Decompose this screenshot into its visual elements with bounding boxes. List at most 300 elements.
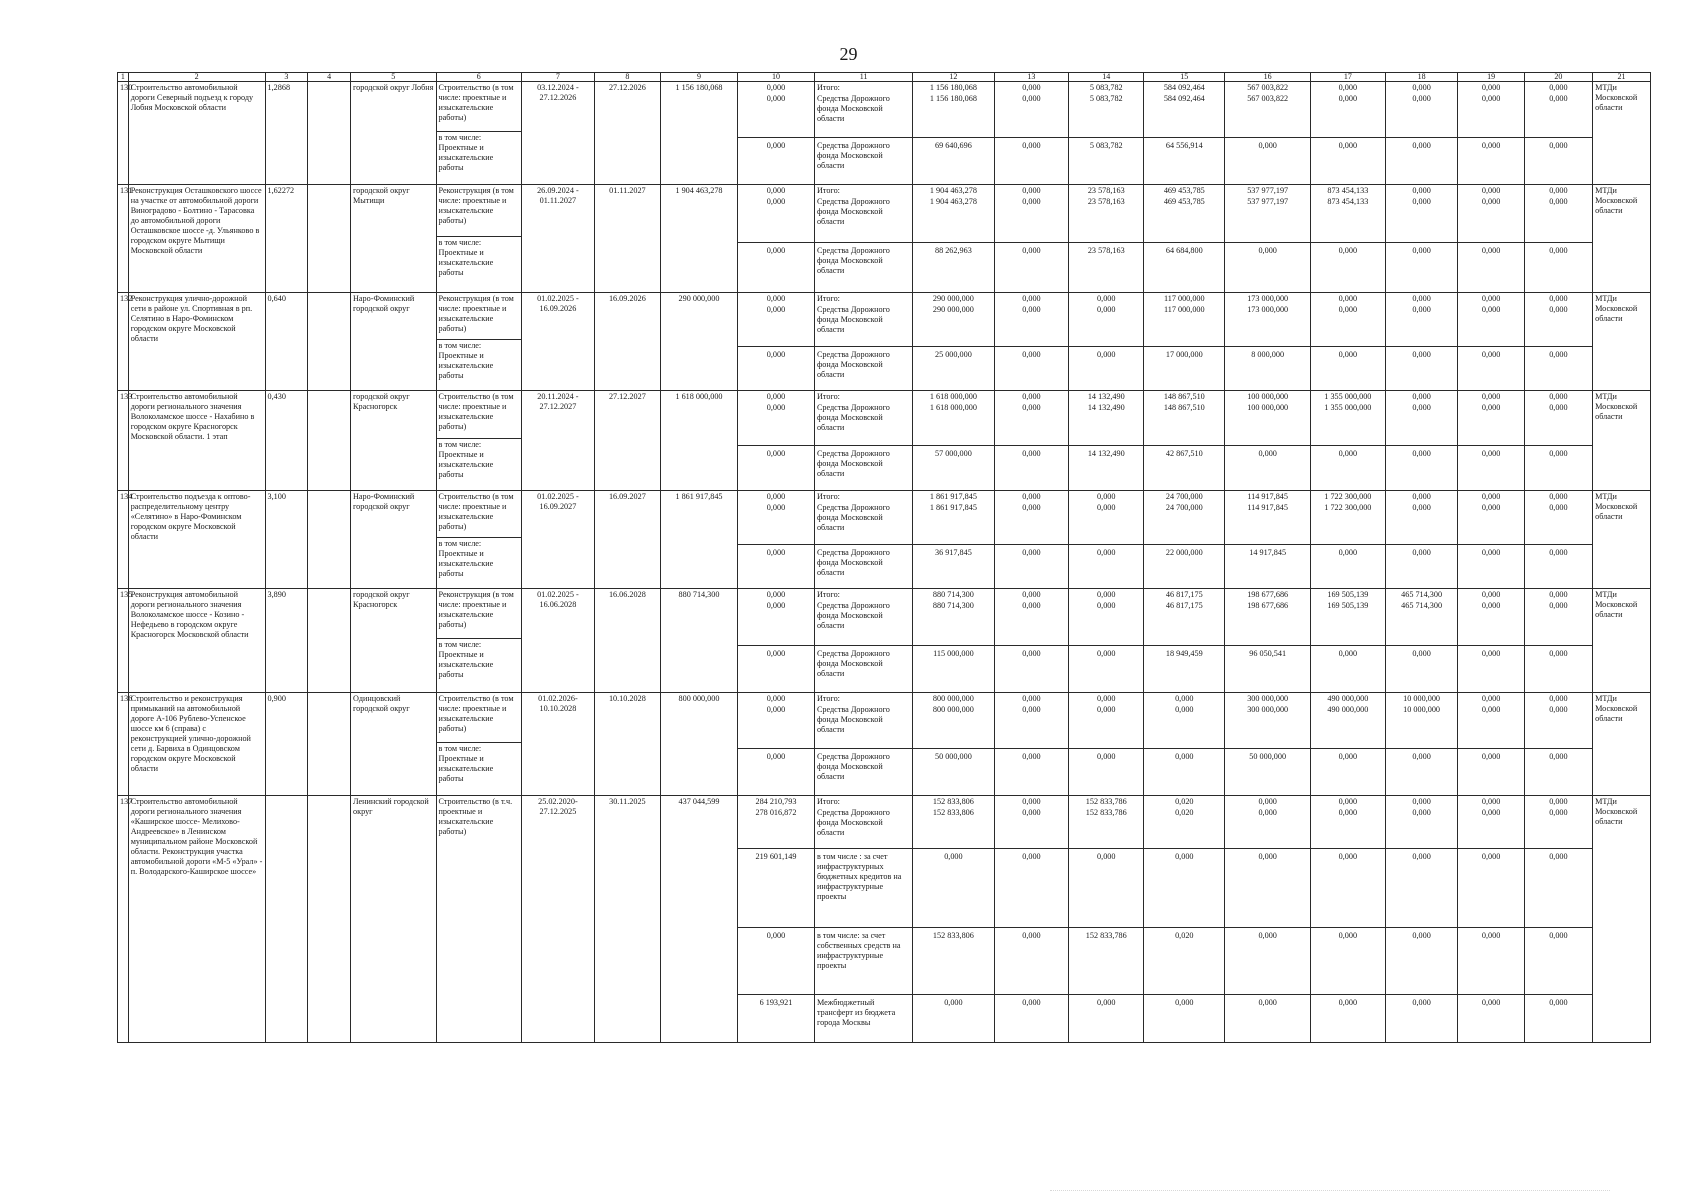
funding-value: 0,000 [1549,186,1568,195]
column-number: 15 [1144,73,1225,82]
funding-value: 1 904 463,278 [929,197,977,206]
funding-value: 0,000 [1481,797,1501,806]
funding-source: Итого: [816,590,840,599]
funding-prior: 278 016,872 [755,808,797,817]
project-length: 1,62272 [265,185,308,293]
funding-value-cell [1310,391,1385,491]
funding-value-cell [1524,391,1592,491]
funding-value: 465 714,300 [1401,601,1443,610]
responsible-owner: МТДи Московской области [1593,589,1651,693]
funding-value-cell [1225,391,1311,491]
funding-source-cell [814,491,912,589]
work-type-detail: в том числе: Проектные и изыскательские работы [437,638,522,681]
work-period: 01.02.2025 - 16.06.2028 [522,589,595,693]
funding-value: 0,000 [1525,445,1592,462]
funding-value: 0,000 [1525,544,1592,561]
funding-value: 0,000 [1311,848,1385,927]
work-type-detail: в том числе: Проектные и изыскательские работы [437,742,522,785]
funding-prior: 0,000 [738,137,814,154]
funding-source: Средства Дорожного фонда Московской области [815,748,912,785]
funding-source: Средства Дорожного фонда Московской области [816,197,890,226]
funding-value: 17 000,000 [1144,346,1224,363]
funding-value: 0,000 [1481,808,1501,817]
funding-value: 0,000 [1386,544,1458,561]
funding-value: 0,000 [1069,645,1143,662]
funding-value: 0,000 [1458,544,1523,561]
funding-value: 114 917,845 [1247,492,1288,501]
funding-value-cell [1458,491,1524,589]
funding-source-cell [814,391,912,491]
completion-date: 01.11.2027 [594,185,660,293]
column-number: 18 [1385,73,1458,82]
funding-value-cell [994,796,1069,1043]
funding-value: 880 714,300 [932,601,974,610]
row-number: 134 [118,491,129,589]
funding-value: 23 578,163 [1069,242,1143,259]
funding-prior: 0,000 [766,601,786,610]
funding-source: Средства Дорожного фонда Московской области [815,137,912,174]
funding-source-cell [814,82,912,185]
row-number: 131 [118,185,129,293]
funding-value-cell [1069,391,1144,491]
total-cost: 1 861 917,845 [661,491,738,589]
funding-value: 23 578,163 [1087,186,1125,195]
funding-value: 198 677,686 [1247,590,1289,599]
funding-value: 0,000 [995,748,1069,765]
funding-value: 0,000 [1412,94,1431,103]
funding-value-cell [1310,82,1385,185]
row-number: 135 [118,589,129,693]
funding-value-cell [1385,693,1458,796]
responsible-owner: МТДи Московской области [1593,796,1651,1043]
funding-value: 0,000 [1525,346,1592,363]
funding-value: 0,000 [1458,137,1523,154]
funding-value: 96 050,541 [1225,645,1310,662]
funding-prior: 0,000 [738,445,814,462]
funding-value: 0,000 [1412,797,1431,806]
funding-value: 0,000 [1386,748,1458,765]
project-name: Строительство подъезда к оптово-распределительному центру «Селятино» в Наро-Фоминском городском округе Московской области [128,491,265,589]
funding-value: 0,000 [1069,748,1143,765]
funding-value: 0,000 [1386,346,1458,363]
funding-value-cell [913,693,994,796]
funding-value: 469 453,785 [1163,186,1205,195]
row-number: 130 [118,82,129,185]
funding-value: 14 917,845 [1225,544,1310,561]
funding-value: 0,000 [1549,305,1568,314]
column-number: 14 [1069,73,1144,82]
funding-value-cell [1144,491,1225,589]
funding-source: Средства Дорожного фонда Московской области [815,645,912,682]
funding-value: 0,000 [1311,927,1385,994]
funding-value-cell [1458,293,1524,391]
column-number: 5 [351,73,437,82]
funding-prior: 0,000 [738,346,814,363]
funding-value: 0,000 [1386,994,1458,1041]
funding-value-cell [1144,391,1225,491]
funding-value: 0,000 [1097,590,1116,599]
column-number-row [118,73,1651,82]
funding-value: 1 722 300,000 [1324,503,1372,512]
funding-value: 25 000,000 [913,346,993,363]
funding-prior-cell [737,185,814,293]
funding-value: 0,000 [1549,694,1568,703]
funding-value: 0,000 [1549,492,1568,501]
funding-value: 64 556,914 [1144,137,1224,154]
funding-value: 567 003,822 [1247,83,1289,92]
empty-cell [308,693,351,796]
funding-value-cell [1310,185,1385,293]
completion-date: 16.09.2027 [594,491,660,589]
empty-cell [308,391,351,491]
funding-value: 0,000 [1481,694,1501,703]
funding-source: Средства Дорожного фонда Московской области [815,242,912,279]
funding-value-cell [913,589,994,693]
empty-cell [308,589,351,693]
funding-value: 0,000 [1225,137,1310,154]
funding-value: 0,000 [1458,848,1523,927]
funding-value: 800 000,000 [932,705,974,714]
funding-value-cell [1144,589,1225,693]
funding-value: 0,000 [1549,403,1568,412]
project-length [265,796,308,1043]
funding-value: 114 917,845 [1247,503,1288,512]
funding-value: 0,000 [1386,242,1458,259]
funding-value: 1 861 917,845 [929,503,977,512]
funding-value: 50 000,000 [1225,748,1310,765]
funding-value: 1 618 000,000 [929,392,977,401]
funding-value: 46 817,175 [1165,601,1203,610]
funding-value: 0,000 [1069,346,1143,363]
funding-value: 0,000 [1144,848,1224,927]
completion-date: 27.12.2027 [594,391,660,491]
funding-value: 0,000 [1412,392,1431,401]
funding-value: 0,000 [1022,797,1041,806]
municipality: городской округ Мытищи [351,185,437,293]
work-period: 01.02.2025 - 16.09.2027 [522,491,595,589]
project-name: Реконструкция автомобильной дороги регионального значения Волоколамское шоссе - Козино - Нефедьево в городском округе Красногорск Московской области [128,589,265,693]
funding-value: 0,000 [1097,492,1116,501]
funding-value: 0,000 [1258,797,1277,806]
funding-value-cell [1310,796,1385,1043]
work-type-cell [436,589,522,693]
column-number: 17 [1310,73,1385,82]
work-period: 26.09.2024 - 01.11.2027 [522,185,595,293]
funding-value: 5 083,782 [1089,94,1123,103]
column-number: 7 [522,73,595,82]
funding-value: 0,000 [1022,294,1041,303]
column-number: 20 [1524,73,1592,82]
funding-source: Средства Дорожного фонда Московской области [816,705,890,734]
funding-value: 0,000 [1458,748,1523,765]
funding-value: 0,000 [1311,242,1385,259]
project-row [118,796,1651,1043]
funding-value: 0,000 [1022,694,1041,703]
funding-value: 0,000 [1525,994,1592,1041]
funding-value: 173 000,000 [1247,294,1289,303]
funding-source: Средства Дорожного фонда Московской области [816,503,890,532]
funding-value: 117 000,000 [1163,305,1205,314]
funding-value: 0,000 [1458,645,1523,662]
funding-prior: 0,000 [738,242,814,259]
funding-value: 0,000 [1022,392,1041,401]
funding-value: 0,000 [1022,601,1041,610]
row-number: 132 [118,293,129,391]
funding-value-cell [1385,391,1458,491]
work-period: 25.02.2020- 27.12.2025 [522,796,595,1043]
funding-value-cell [1069,693,1144,796]
funding-source: Средства Дорожного фонда Московской области [815,346,912,383]
funding-value: 23 578,163 [1087,197,1125,206]
funding-value: 152 833,786 [1069,927,1143,994]
municipality: Наро-Фоминский городской округ [351,293,437,391]
funding-value: 0,000 [1022,197,1041,206]
project-length: 3,100 [265,491,308,589]
funding-prior: 0,000 [766,94,786,103]
funding-value-cell [1144,293,1225,391]
responsible-owner: МТДи Московской области [1593,391,1651,491]
funding-value: 57 000,000 [913,445,993,462]
funding-value-cell [913,185,994,293]
funding-value: 537 977,197 [1247,197,1289,206]
funding-prior: 0,000 [766,492,786,501]
funding-value: 0,000 [995,994,1069,1041]
funding-prior-cell [737,82,814,185]
funding-value-cell [913,491,994,589]
column-number: 4 [308,73,351,82]
funding-value: 0,000 [1549,601,1568,610]
funding-value: 0,000 [995,346,1069,363]
funding-value: 10 000,000 [1403,694,1441,703]
funding-value: 0,000 [1311,994,1385,1041]
funding-value: 148 867,510 [1163,403,1205,412]
funding-value: 0,000 [995,544,1069,561]
funding-prior: 0,000 [738,645,814,662]
work-type: Строительство (в том числе: проектные и изыскательские работы) [438,492,514,531]
funding-value-cell [1385,185,1458,293]
funding-value-cell [1225,589,1311,693]
funding-value: 1 618 000,000 [929,403,977,412]
column-number: 12 [913,73,994,82]
funding-value: 0,000 [1412,294,1431,303]
funding-value: 0,000 [1481,294,1501,303]
funding-value: 873 454,133 [1327,186,1369,195]
funding-prior: 0,000 [738,544,814,561]
funding-value: 0,000 [913,848,993,927]
funding-value: 0,000 [1481,94,1501,103]
funding-prior: 219 601,149 [738,848,814,927]
funding-value-cell [1225,185,1311,293]
funding-value-cell [994,693,1069,796]
work-type-cell [436,796,522,1043]
funding-value: 24 700,000 [1165,503,1203,512]
funding-value-cell [994,391,1069,491]
funding-value-cell [1225,693,1311,796]
work-period: 03.12.2024 - 27.12.2026 [522,82,595,185]
funding-value-cell [1069,293,1144,391]
funding-value: 152 833,806 [932,797,974,806]
funding-source: Итого: [816,492,840,501]
column-number: 19 [1458,73,1524,82]
funding-prior: 284 210,793 [755,797,797,806]
column-number: 8 [594,73,660,82]
funding-value-cell [1458,391,1524,491]
project-length: 3,890 [265,589,308,693]
column-number: 21 [1593,73,1651,82]
funding-value-cell [913,293,994,391]
funding-value: 880 714,300 [932,590,974,599]
column-number: 1 [118,73,129,82]
funding-value: 0,000 [1225,242,1310,259]
funding-value: 0,000 [1097,694,1116,703]
responsible-owner: МТДи Московской области [1593,293,1651,391]
funding-prior: 0,000 [738,748,814,765]
funding-value: 0,000 [1549,83,1568,92]
funding-value: 0,000 [1481,403,1501,412]
column-number: 16 [1225,73,1311,82]
funding-value: 873 454,133 [1327,197,1369,206]
funding-value-cell [1310,491,1385,589]
funding-value-cell [1144,185,1225,293]
funding-value: 567 003,822 [1247,94,1289,103]
funding-value: 0,000 [1069,544,1143,561]
column-number: 6 [436,73,522,82]
funding-value: 42 867,510 [1144,445,1224,462]
empty-cell [308,293,351,391]
funding-value: 5 083,782 [1069,137,1143,154]
funding-value: 10 000,000 [1403,705,1441,714]
funding-value-cell [1524,589,1592,693]
funding-value: 169 505,139 [1327,601,1369,610]
work-type-detail: в том числе: Проектные и изыскательские работы [437,537,522,580]
funding-prior-cell [737,796,814,1043]
scan-artifact [1050,1190,1610,1195]
row-number: 133 [118,391,129,491]
work-type-detail: в том числе: Проектные и изыскательские работы [437,236,522,279]
funding-source: Средства Дорожного фонда Московской области [815,544,912,581]
empty-cell [308,491,351,589]
funding-value: 24 700,000 [1165,492,1203,501]
funding-value: 0,000 [1097,305,1116,314]
work-type: Реконструкция (в том числе: проектные и изыскательские работы) [438,590,514,629]
empty-cell [308,796,351,1043]
funding-value: 1 904 463,278 [929,186,977,195]
funding-prior-cell [737,589,814,693]
municipality: Наро-Фоминский городской округ [351,491,437,589]
funding-value-cell [913,82,994,185]
funding-value: 0,020 [1144,927,1224,994]
funding-value: 0,000 [1258,808,1277,817]
funding-source: Итого: [816,797,840,806]
funding-value: 0,000 [1338,94,1358,103]
project-name: Строительство автомобильной дороги регионального значения «Каширское шоссе- Мелихово-Андреевское» в Ленинском муниципальном районе Московской области. Реконструкция участка автомобильной дороги «М-5 «Урал» - п. Володарского-Каширское шоссе» [128,796,265,1043]
project-length: 0,640 [265,293,308,391]
funding-value: 0,000 [995,848,1069,927]
funding-source: Средства Дорожного фонда Московской области [816,601,890,630]
funding-value: 300 000,000 [1247,694,1289,703]
funding-value: 0,000 [1481,705,1501,714]
municipality: Ленинский городской округ [351,796,437,1043]
responsible-owner: МТДи Московской области [1593,491,1651,589]
funding-value-cell [913,391,994,491]
funding-value: 0,000 [1022,403,1041,412]
funding-value-cell [1385,293,1458,391]
work-type: Строительство (в том числе: проектные и изыскательские работы) [438,392,514,431]
work-type: Реконструкция (в том числе: проектные и изыскательские работы) [438,186,514,225]
funding-value: 0,000 [1481,492,1501,501]
funding-value: 0,000 [1549,197,1568,206]
funding-value: 0,000 [1338,797,1358,806]
work-period: 01.02.2026- 10.10.2028 [522,693,595,796]
funding-value: 14 132,490 [1087,403,1125,412]
work-type-detail: в том числе: Проектные и изыскательские работы [437,438,522,481]
funding-value: 0,000 [1549,705,1568,714]
project-row [118,491,1651,589]
funding-value: 0,000 [1338,83,1358,92]
funding-value: 0,000 [1458,242,1523,259]
funding-value: 1 861 917,845 [929,492,977,501]
municipality: городской округ Лобня [351,82,437,185]
funding-value: 64 684,800 [1144,242,1224,259]
funding-value: 0,000 [1144,994,1224,1041]
funding-value: 0,000 [1386,445,1458,462]
funding-prior: 0,000 [766,197,786,206]
funding-value-cell [1310,293,1385,391]
project-row [118,293,1651,391]
funding-prior: 0,000 [766,294,786,303]
completion-date: 27.12.2026 [594,82,660,185]
funding-value: 1 156 180,068 [929,94,977,103]
project-length: 0,900 [265,693,308,796]
funding-value-cell [1310,693,1385,796]
total-cost: 1 618 000,000 [661,391,738,491]
total-cost: 1 904 463,278 [661,185,738,293]
funding-value: 0,000 [1458,927,1523,994]
funding-value: 0,000 [1458,346,1523,363]
funding-value-cell [994,185,1069,293]
funding-source: Средства Дорожного фонда Московской области [816,305,890,334]
funding-value: 69 640,696 [913,137,993,154]
funding-value-cell [1385,589,1458,693]
funding-value-cell [1225,796,1311,1043]
funding-value: 0,000 [995,927,1069,994]
funding-source: в том числе: за счет собственных средств на инфраструктурные проекты [815,927,912,994]
project-row [118,693,1651,796]
funding-value: 1 156 180,068 [929,83,977,92]
funding-source: Средства Дорожного фонда Московской области [816,808,890,837]
funding-value: 0,000 [1412,403,1431,412]
funding-value: 0,000 [995,445,1069,462]
funding-value: 148 867,510 [1163,392,1205,401]
funding-value: 0,000 [1481,83,1501,92]
funding-prior: 0,000 [766,186,786,195]
page-number: 29 [839,44,858,64]
funding-prior-cell [737,293,814,391]
funding-value-cell [1225,293,1311,391]
funding-value: 152 833,806 [932,808,974,817]
funding-value-cell [1225,491,1311,589]
work-type: Реконструкция (в том числе: проектные и изыскательские работы) [438,294,514,333]
funding-prior: 0,000 [766,403,786,412]
funding-value: 0,000 [1311,748,1385,765]
funding-value: 117 000,000 [1163,294,1205,303]
funding-source: Межбюджетный трансферт из бюджета города Москвы [815,994,912,1041]
funding-value: 469 453,785 [1163,197,1205,206]
funding-value: 0,000 [995,645,1069,662]
investment-table [117,72,1651,1043]
funding-value: 0,000 [1525,645,1592,662]
funding-value-cell [994,491,1069,589]
